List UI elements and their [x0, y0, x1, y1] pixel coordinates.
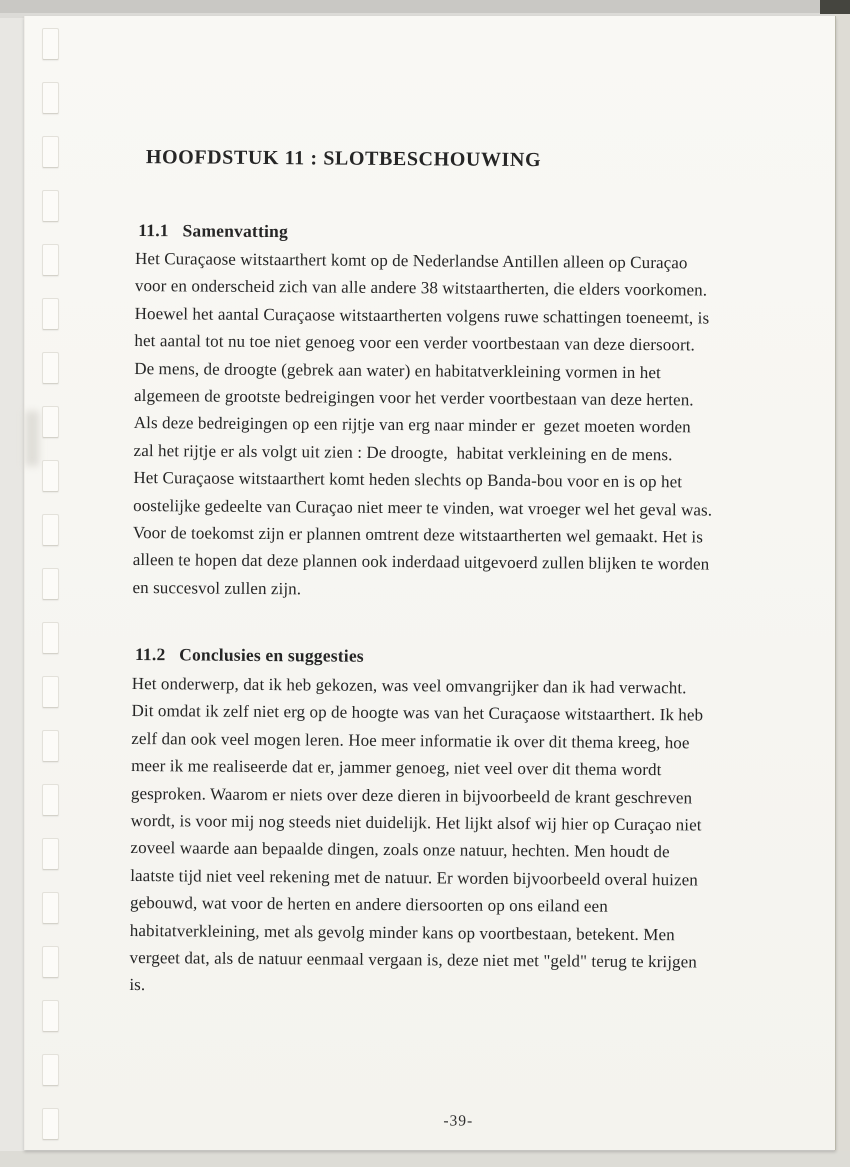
text-line: vergeet dat, als de natuur eenmaal vergaan is, deze niet met "geld" terug te krijgen: [129, 947, 697, 972]
text-line: en succesvol zullen zijn.: [132, 577, 302, 598]
section-heading-11-2: 11.2 Conclusies en suggesties: [134, 644, 364, 666]
page-number: -39-: [443, 1112, 474, 1130]
text-line: voor en onderscheid zich van alle andere 38 witstaartherten, die elders voorkomen.: [134, 276, 708, 300]
binding-holes: [42, 28, 57, 1143]
text-line: het aantal tot nu toe niet genoeg voor een verder voortbestaan van deze diersoort.: [134, 331, 695, 355]
binding-hole: [42, 568, 59, 600]
binding-hole: [42, 136, 59, 168]
binding-hole: [42, 28, 59, 60]
text-line: zal het rijtje er als volgt uit zien : De droogte, habitat verkleining en de mens.: [133, 440, 673, 464]
scan-right-gutter: [834, 14, 850, 1167]
binding-hole: [42, 892, 59, 924]
text-line: De mens, de droogte (gebrek aan water) en habitatverkleining vormen in het: [134, 358, 661, 382]
scan-top-band: [0, 0, 850, 13]
text-line: Het Curaçaose witstaarthert komt heden slechts op Banda-bou voor en is op het: [133, 468, 683, 492]
binding-hole: [42, 244, 59, 276]
text-line: Dit omdat ik zelf niet erg op de hoogte was van het Curaçaose witstaarthert. Ik heb: [131, 701, 704, 725]
paper-sheet: [24, 16, 836, 1150]
text-line: meer ik me realiseerde dat er, jammer genoeg, niet veel over dit thema wordt: [131, 756, 662, 780]
binding-hole: [42, 406, 59, 438]
paragraph-samenvatting: [132, 245, 807, 606]
text-line: gebouwd, wat voor de herten en andere diersoorten op ons eiland een: [129, 893, 608, 916]
text-line: gesproken. Waarom er niets over deze dieren in bijvoorbeeld de krant geschreven: [130, 783, 693, 807]
text-line: Het Curaçaose witstaarthert komt op de Nederlandse Antillen alleen op Curaçao: [135, 248, 688, 273]
text-line: is.: [129, 975, 146, 995]
binding-hole: [42, 514, 59, 546]
binding-hole: [42, 676, 59, 708]
text-line: oostelijke gedeelte van Curaçao niet meer te vinden, wat vroeger wel het geval was.: [133, 495, 713, 520]
binding-hole: [42, 1108, 59, 1140]
binding-hole: [42, 1054, 59, 1086]
text-line: zoveel waarde aan bepaalde dingen, zoals onze natuur, hechten. Men houdt de: [130, 838, 670, 862]
text-line: Het onderwerp, dat ik heb gekozen, was veel omvangrijker dan ik had verwacht.: [131, 673, 687, 698]
text-line: zelf dan ook veel mogen leren. Hoe meer informatie ik over dit thema kreeg, hoe: [131, 728, 690, 753]
section-heading-11-1: 11.1 Samenvatting: [138, 220, 289, 242]
binding-hole: [42, 730, 59, 762]
text-line: Voor de toekomst zijn er plannen omtrent deze witstaartherten wel gemaakt. Het is: [132, 522, 704, 547]
chapter-heading: HOOFDSTUK 11 : SLOTBESCHOUWING: [145, 146, 542, 172]
text-line: algemeen de grootste bedreigingen voor het verder voortbestaan van deze herten.: [133, 385, 694, 410]
text-line: Hoewel het aantal Curaçaose witstaartherten volgens ruwe schattingen toeneemt, is: [134, 303, 710, 328]
binding-hole: [42, 352, 59, 384]
paragraph-conclusies: [129, 670, 804, 1004]
page-content: [128, 16, 809, 1167]
scan-corner-artifact: [820, 0, 850, 14]
text-line: habitatverkleining, met als gevolg minder kans op voortbestaan, betekent. Men: [129, 920, 675, 944]
binding-hole: [42, 946, 59, 978]
binding-hole: [42, 622, 59, 654]
binding-hole: [42, 1000, 59, 1032]
text-line: alleen te hopen dat deze plannen ook inderdaad uitgevoerd zullen blijken te worden: [132, 550, 710, 574]
text-line: laatste tijd niet veel rekening met de natuur. Er worden bijvoorbeeld overal huizen: [130, 865, 699, 890]
binding-hole: [42, 190, 59, 222]
binding-hole: [42, 784, 59, 816]
binding-hole: [42, 460, 59, 492]
text-line: Als deze bedreigingen op een rijtje van erg naar minder er gezet moeten worden: [133, 413, 691, 437]
binding-hole: [42, 82, 59, 114]
binding-hole: [42, 838, 59, 870]
binding-hole: [42, 298, 59, 330]
scan-smudge: [25, 411, 39, 466]
text-line: wordt, is voor mij nog steeds niet duidelijk. Het lijkt alsof wij hier op Curaçao niet: [130, 810, 702, 835]
